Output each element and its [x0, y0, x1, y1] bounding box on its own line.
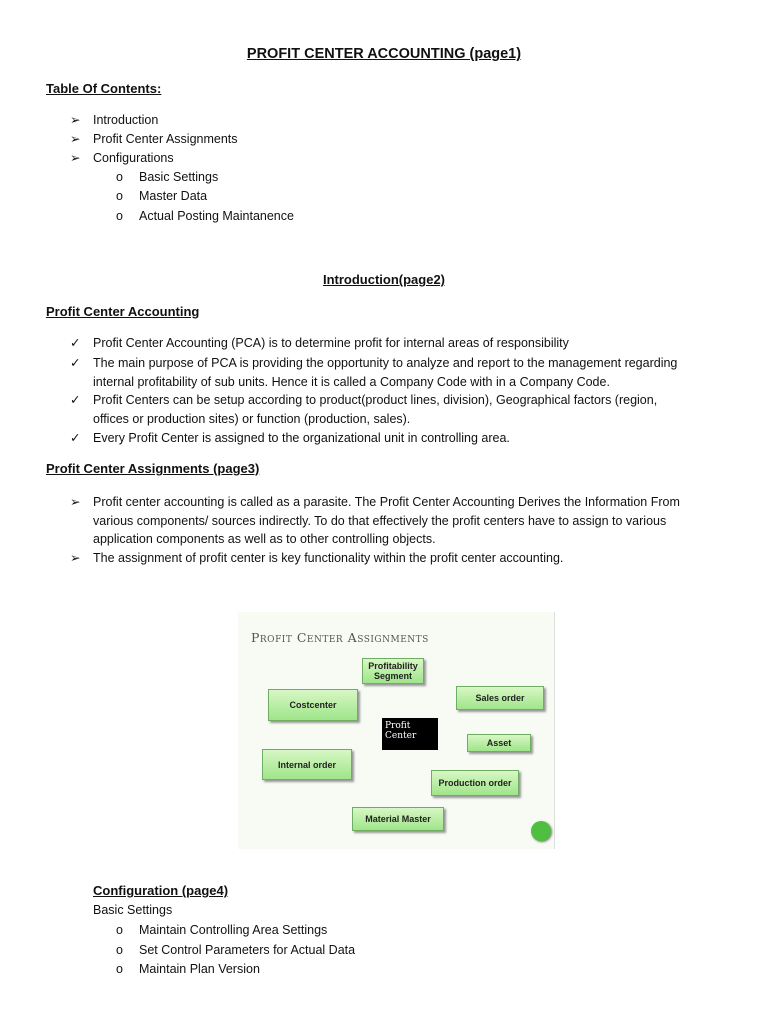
material-master-box: Material Master	[352, 807, 444, 831]
costcenter-box: Costcenter	[268, 689, 358, 721]
config-item-label: Maintain Controlling Area Settings	[139, 923, 328, 937]
check-icon: ✓	[70, 393, 81, 407]
intro-subheading: Profit Center Accounting	[46, 304, 200, 319]
configuration-subheading: Basic Settings	[93, 903, 173, 917]
diagram-title: Profit Center Assignments	[251, 630, 429, 645]
assignments-line: application components as well as to other controlling objects.	[93, 532, 436, 546]
center-label: Profit	[385, 721, 411, 731]
production-order-box: Production order	[431, 770, 519, 796]
profit-center-box	[382, 718, 438, 750]
configuration-heading: Configuration (page4)	[93, 883, 229, 898]
assignments-heading: Profit Center Assignments (page3)	[46, 461, 260, 476]
circle-bullet-icon: o	[116, 962, 123, 976]
toc-subitem-label: Basic Settings	[139, 170, 219, 184]
profit-center-diagram	[238, 612, 555, 849]
intro-line: The main purpose of PCA is providing the opportunity to analyze and report to the management regarding	[93, 356, 678, 370]
toc-subitem-label: Master Data	[139, 189, 208, 203]
arrow-bullet-icon: ➢	[70, 113, 81, 127]
circle-bullet-icon: o	[116, 189, 123, 203]
arrow-bullet-icon: ➢	[70, 151, 81, 165]
arrow-bullet-icon: ➢	[70, 495, 81, 509]
box-label: Profitability	[368, 661, 418, 671]
asset-box: Asset	[467, 734, 531, 752]
intro-heading: Introduction(page2)	[322, 272, 446, 287]
box-label: Segment	[373, 671, 412, 681]
intro-line: Every Profit Center is assigned to the organizational unit in controlling area.	[93, 431, 510, 445]
profitability-segment-box	[362, 658, 424, 684]
check-icon: ✓	[70, 431, 81, 445]
assignments-line: The assignment of profit center is key functionality within the profit center accounting.	[93, 551, 564, 565]
intro-line: Profit Centers can be setup according to product(product lines, division), Geographical factors (region,	[93, 393, 658, 407]
intro-line: Profit Center Accounting (PCA) is to determine profit for internal areas of responsibility	[93, 336, 569, 350]
toc-item-label: Configurations	[93, 151, 174, 165]
circle-bullet-icon: o	[116, 923, 123, 937]
toc-heading: Table Of Contents:	[46, 81, 162, 96]
internal-order-box: Internal order	[262, 749, 352, 780]
toc-item-label: Introduction	[93, 113, 159, 127]
config-item-label: Set Control Parameters for Actual Data	[139, 943, 356, 957]
assignments-line: various components/ sources indirectly. To do that effectively the profit centers have to assign to various	[93, 513, 667, 528]
arrow-bullet-icon: ➢	[70, 551, 81, 565]
circle-bullet-icon: o	[116, 209, 123, 223]
circle-bullet-icon: o	[116, 943, 123, 957]
circle-bullet-icon: o	[116, 170, 123, 184]
green-dot-icon	[531, 821, 551, 841]
config-item-label: Maintain Plan Version	[139, 962, 260, 976]
sales-order-box: Sales order	[456, 686, 544, 710]
center-label: Center	[385, 731, 417, 741]
toc-subitem-label: Actual Posting Maintanence	[139, 209, 294, 223]
check-icon: ✓	[70, 336, 81, 350]
check-icon: ✓	[70, 356, 81, 370]
arrow-bullet-icon: ➢	[70, 132, 81, 146]
assignments-line: Profit center accounting is called as a parasite. The Profit Center Accounting Derives the Information From	[93, 495, 680, 509]
page-title: PROFIT CENTER ACCOUNTING (page1)	[246, 46, 522, 62]
intro-line: offices or production sites) or function (production, sales).	[93, 412, 411, 426]
toc-item-label: Profit Center Assignments	[93, 132, 238, 146]
intro-line: internal profitability of sub units. Hence it is called a Company Code with in a Company Code.	[93, 375, 610, 389]
